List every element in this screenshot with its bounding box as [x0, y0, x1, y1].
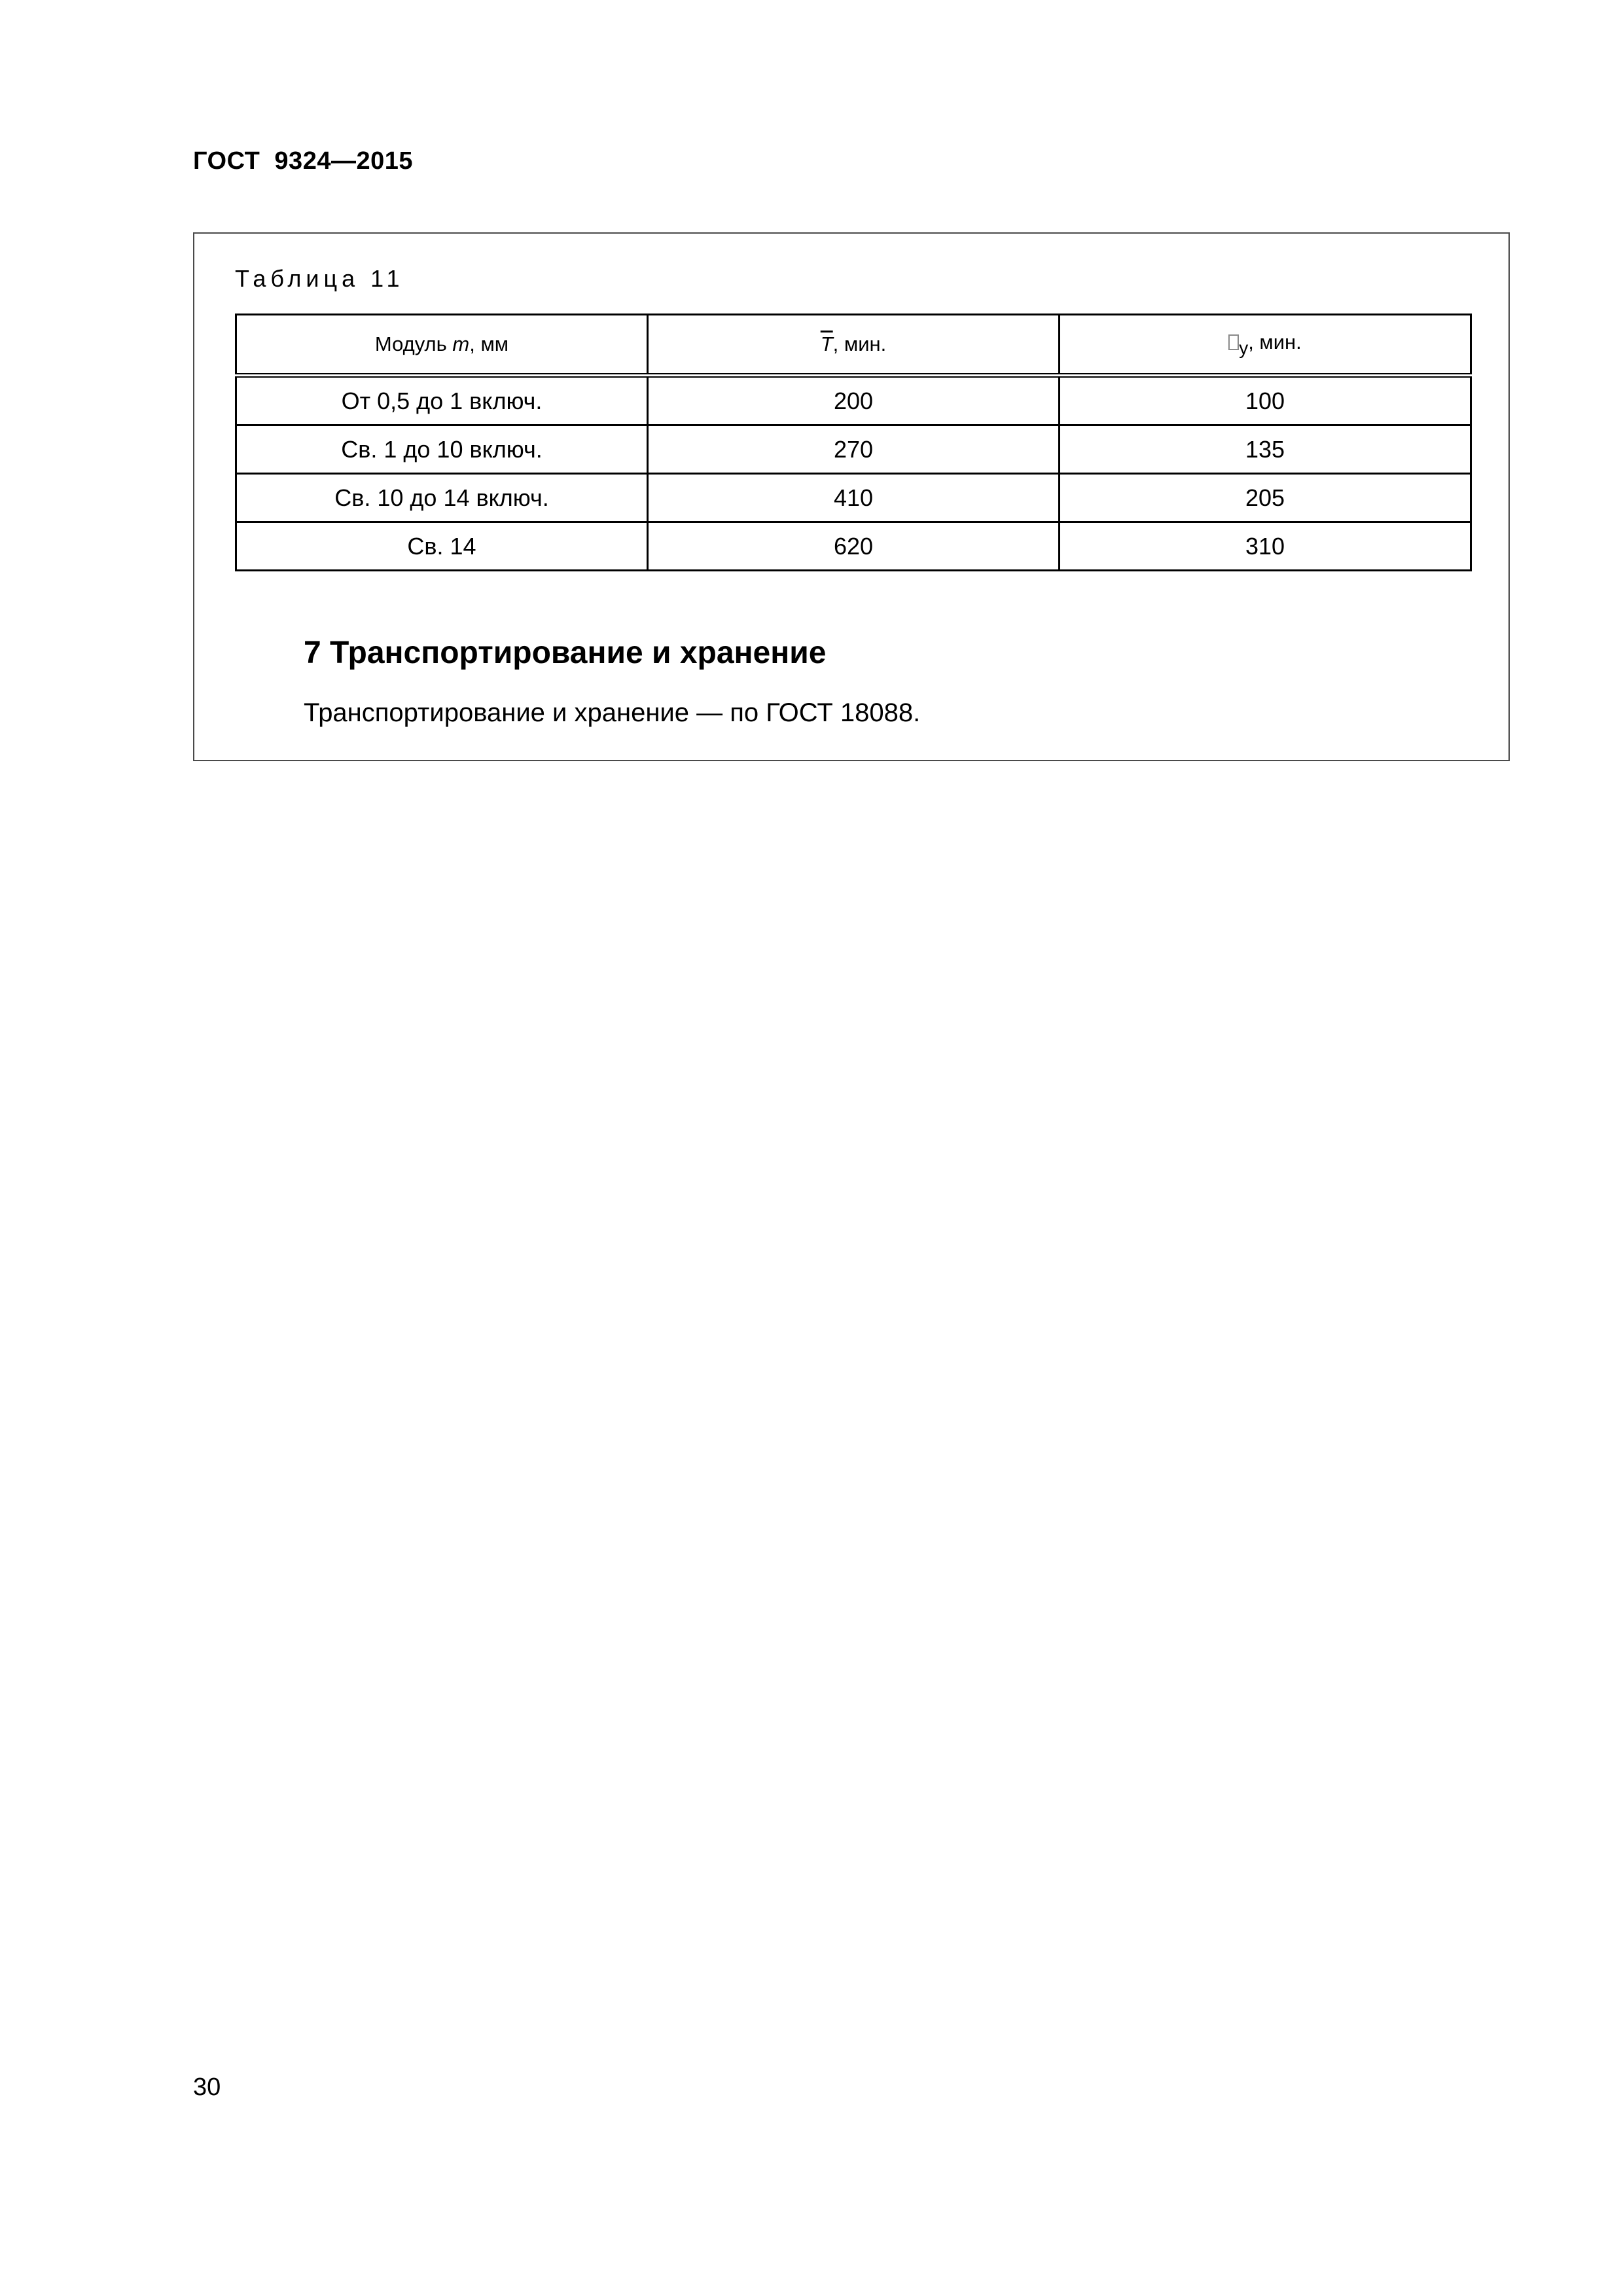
- missing-glyph-icon: [1228, 334, 1239, 350]
- header-mean-life-var: $\overline{T}$: [820, 332, 833, 355]
- data-table: [235, 314, 1472, 571]
- cell-mean-life: 200: [648, 376, 1060, 425]
- cell-mean-life: 410: [648, 474, 1060, 522]
- cell-module: От 0,5 до 1 включ.: [236, 376, 648, 425]
- header-established-life-sub: у: [1239, 337, 1249, 358]
- header-module: [236, 315, 648, 376]
- header-mean-life-unit: , мин.: [832, 332, 887, 355]
- cell-established-life: 135: [1060, 425, 1471, 474]
- table-header-row: [236, 315, 1471, 376]
- cell-module: Св. 10 до 14 включ.: [236, 474, 648, 522]
- table-row: [236, 474, 1471, 522]
- section-heading: 7 Транспортирование и хранение: [304, 636, 827, 670]
- cell-module: Св. 1 до 10 включ.: [236, 425, 648, 474]
- section-body-text: Транспортирование и хранение — по ГОСТ 18088.: [304, 698, 921, 727]
- table-row: [236, 522, 1471, 571]
- header-established-life-unit: , мин.: [1248, 330, 1302, 353]
- cell-established-life: 310: [1060, 522, 1471, 571]
- table-row: [236, 376, 1471, 425]
- header-mean-life: [648, 315, 1060, 376]
- header-established-life: [1060, 315, 1471, 376]
- page-number: 30: [193, 2073, 221, 2101]
- cell-established-life: 205: [1060, 474, 1471, 522]
- content-frame: [193, 232, 1510, 761]
- cell-mean-life: 620: [648, 522, 1060, 571]
- header-module-unit: , мм: [469, 332, 509, 355]
- document-header: ГОСТ 9324—2015: [193, 147, 413, 175]
- header-module-label: Модуль: [374, 332, 453, 355]
- table-caption: Таблица 11: [235, 265, 404, 292]
- cell-module: Св. 14: [236, 522, 648, 571]
- cell-mean-life: 270: [648, 425, 1060, 474]
- cell-established-life: 100: [1060, 376, 1471, 425]
- header-module-var: m: [452, 332, 470, 355]
- table-row: [236, 425, 1471, 474]
